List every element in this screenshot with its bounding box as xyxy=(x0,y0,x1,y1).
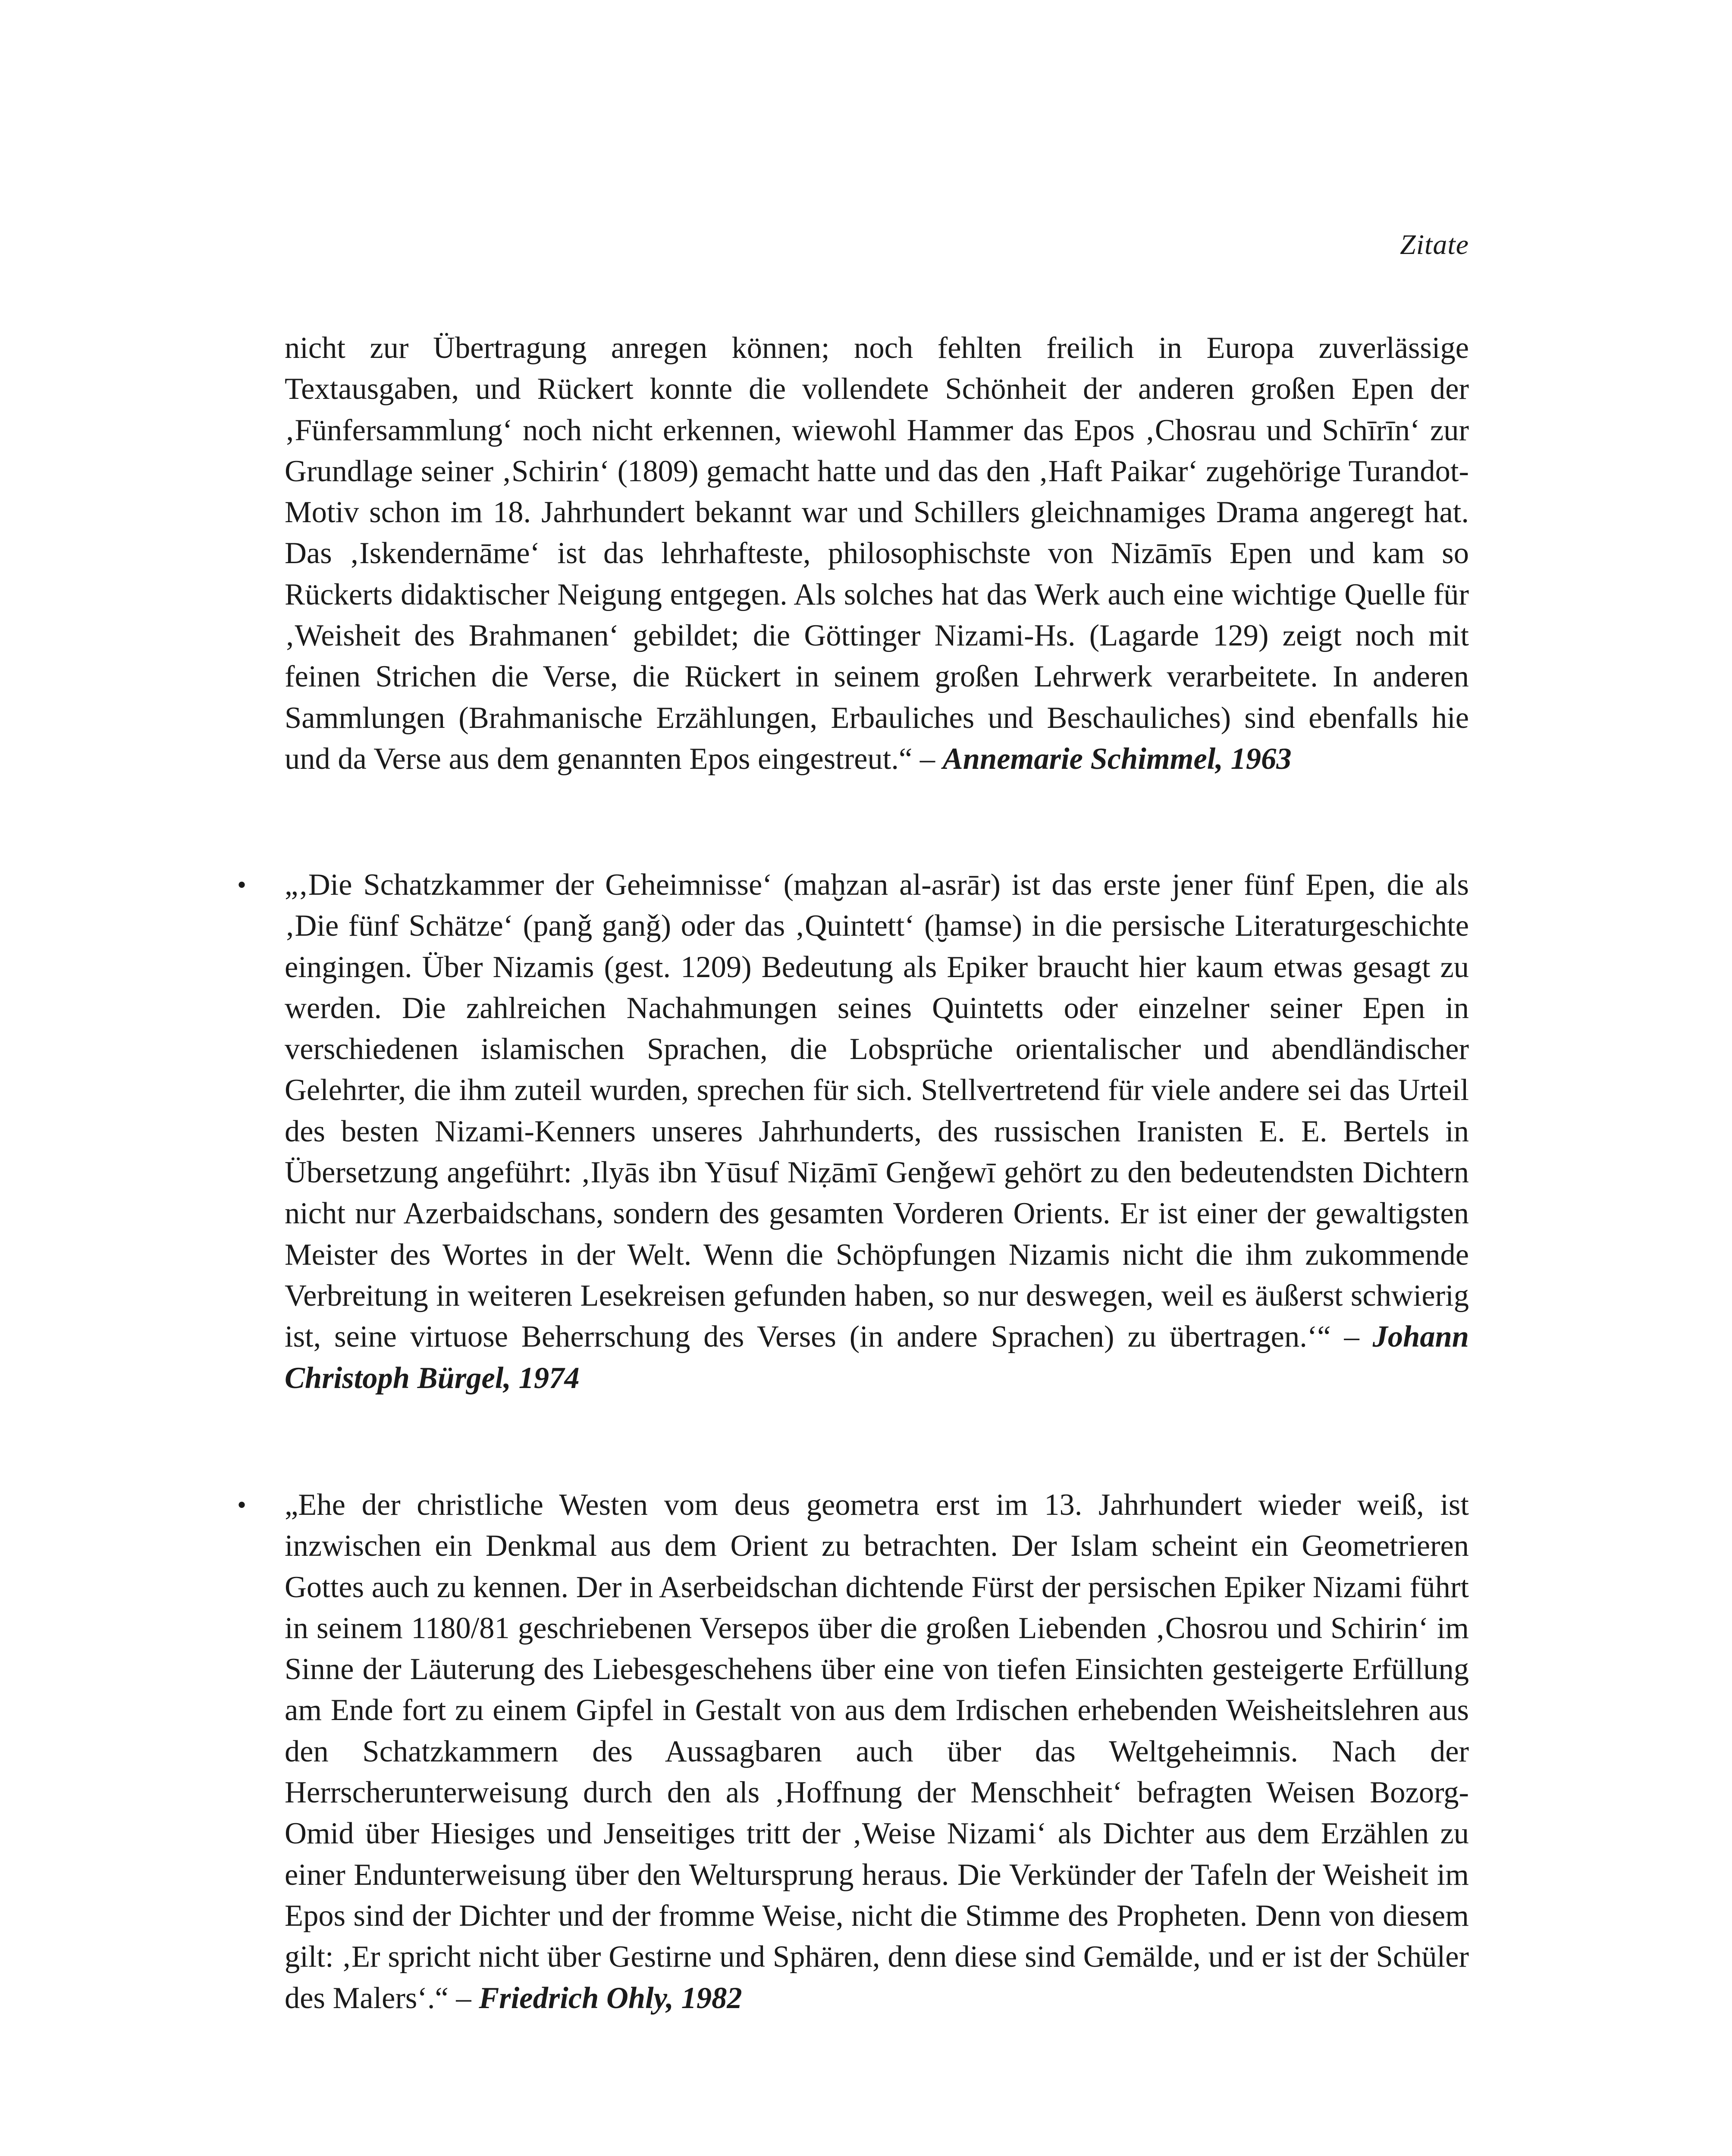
quote-text: „‚Die Schatzkammer der Geheimnisse‘ (maḫzan al-asrār) ist das erste jener fünf Epen, die als ‚Die fünf Schätze‘ (panǧ ganǧ) oder das ‚Quintett‘ (ḫamse) in die persische Literaturgeschichte eingingen. Über Nizamis (gest. 1209) Bedeutung als Epiker braucht hier kaum etwas gesagt zu werden. Die zahlreichen Nachahmungen seines Quintetts oder einzelner seiner Epen in verschiedenen islamischen Sprachen, die Lobsprüche orientalischer und abendländischer Gelehrter, die ihm zuteil wurden, sprechen für sich. Stellvertretend für viele andere sei das Urteil des besten Nizami-Kenners unseres Jahrhunderts, des russischen Iranisten E. E. Bertels in Übersetzung angeführt: ‚Ilyās ibn Yūsuf Niẓāmī Genǧewī gehört zu den bedeutendsten Dichtern nicht nur Azerbaidschans, sondern des gesamten Vorderen Orients. Er ist einer der gewaltigsten Meister des Wortes in der Welt. Wenn die Schöpfungen Nizamis nicht die ihm zukommende Verbreitung in weiteren Lesekreisen gefunden haben, so nur deswegen, weil es äußerst schwierig ist, seine virtuose Beherrschung des Verses (in andere Sprachen) zu übertragen.‘“ – xyxy=(285,868,1469,1354)
quote-text: nicht zur Übertragung anregen können; noch fehlten freilich in Europa zuverlässige Textausgaben, und Rückert konnte die vollendete Schönheit der anderen großen Epen der ‚Fünfersammlung‘ noch nicht erkennen, wiewohl Hammer das Epos ‚Chosrau und Schīrīn‘ zur Grundlage seiner ‚Schirin‘ (1809) gemacht hatte und das den ‚Haft Paikar‘ zugehörige Turandot-Motiv schon im 18. Jahrhundert bekannt war und Schillers gleichnamiges Drama angeregt hat. Das ‚Iskendernāme‘ ist das lehrhafteste, philosophischste von Nizāmīs Epen und kam so Rückerts didaktischer Neigung entgegen. Als solches hat das Werk auch eine wichtige Quelle für ‚Weisheit des Brahmanen‘ gebildet; die Göttinger Nizami-Hs. (Lagarde 129) zeigt noch mit feinen Strichen die Verse, die Rückert in seinem großen Lehrwerk verarbeitete. In anderen Sammlungen (Brahmanische Erzählungen, Erbauliches und Beschauliches) sind ebenfalls hie und da Verse aus dem genannten Epos eingestreut.“ – xyxy=(285,331,1469,776)
quote-attribution: Friedrich Ohly, 1982 xyxy=(479,1981,742,2015)
quote-text: „Ehe der christliche Westen vom deus geometra erst im 13. Jahrhundert wieder weiß, ist inzwischen ein Denkmal aus dem Orient zu betrachten. Der Islam scheint ein Geometrieren Gottes auch zu kennen. Der in Aserbeidschan dichtende Fürst der persischen Epiker Nizami führt in seinem 1180/81 geschriebenen Versepos über die großen Liebenden ‚Chosrou und Schirin‘ im Sinne der Läuterung des Liebesgeschehens über eine von tiefen Einsichten gesteigerte Erfüllung am Ende fort zu einem Gipfel in Gestalt von aus dem Irdischen erhebenden Weisheitslehren aus den Schatzkammern des Aussagbaren auch über das Weltgeheimnis. Nach der Herrscherunterweisung durch den als ‚Hoffnung der Menschheit‘ befragten Weisen Bozorg-Omid über Hiesiges und Jenseitiges tritt der ‚Weise Nizami‘ als Dichter aus dem Erzählen zu einer Endunterweisung über den Weltursprung heraus. Die Verkünder der Tafeln der Weisheit im Epos sind der Dichter und der fromme Weise, nicht die Stimme des Propheten. Denn von diesem gilt: ‚Er spricht nicht über Gestirne und Sphären, denn diese sind Gemälde, und er ist der Schüler des Malers‘.“ – xyxy=(285,1488,1469,2015)
continued-quote xyxy=(285,328,1469,780)
quote-attribution: Johann Christoph Bürgel, 1974 xyxy=(285,1320,1469,1395)
running-head: Zitate xyxy=(1399,229,1469,260)
bullet-icon: • xyxy=(237,1491,247,1519)
quote-attribution: Annemarie Schimmel, 1963 xyxy=(942,742,1292,776)
quote-item xyxy=(237,1485,1469,2019)
quote-item xyxy=(237,865,1469,1399)
bullet-icon: • xyxy=(237,871,247,899)
